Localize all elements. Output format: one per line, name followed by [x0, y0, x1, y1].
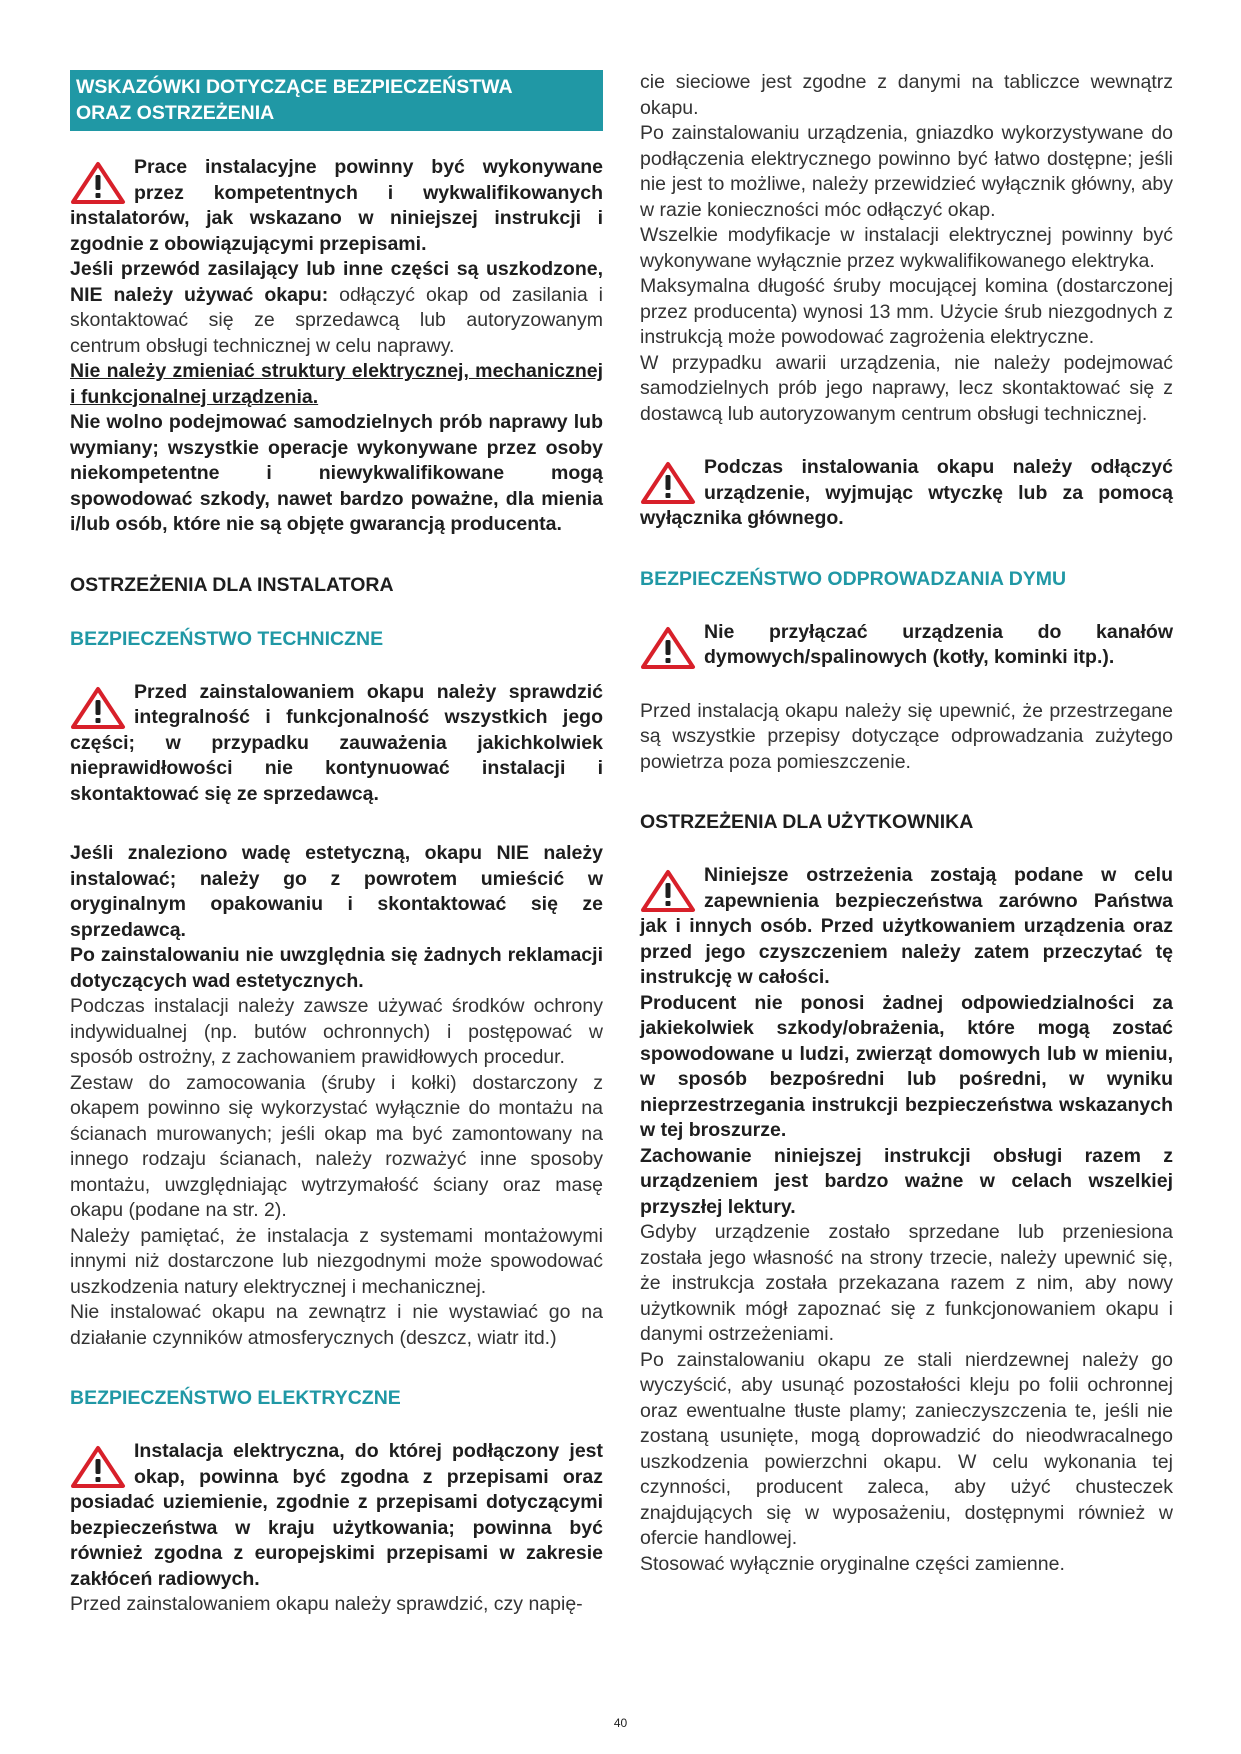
banner-line-1: WSKAZÓWKI DOTYCZĄCE BEZPIECZEŃSTWA: [76, 76, 513, 98]
section-banner: [70, 70, 603, 131]
warning-block: [640, 455, 1173, 532]
paragraph: Po zainstalowaniu okapu ze stali nierdzewnej należy go wyczyścić, aby usunąć pozostałości kleju po folii ochronnej oraz ewentualne tłuste plamy; zanieczyszczenia te, jeśli nie zostaną usunięte, mogą doprowadzić do nieodwracalnego uszkodzenia powierzchni okapu. W celu wykonania tej czynności, producent zaleca, aby użyć chusteczek znajdujących się w wyposażeniu, dostępnymi również w ofercie handlowej.: [640, 1348, 1173, 1549]
underlined-paragraph: Nie należy zmieniać struktury elektrycznej, mechanicznej i funkcjonalnej urządzenia.: [70, 360, 603, 408]
warning-block: [70, 680, 603, 808]
paragraph: Przed instalacją okapu należy się upewnić, że przestrzegane są wszystkie przepisy dotyczące odprowadzania zużytego powietrza poza pomieszczenie.: [640, 699, 1173, 773]
bold-text: Jeśli przewód zasilający lub inne części są uszkodzone, NIE należy używać okapu:: [70, 258, 603, 306]
warning-text: Instalacja elektryczna, do której podłączony jest okap, powinna być zgodna z przepisami oraz posiadać uziemienie, zgodnie z przepisami dotyczącymi bezpieczeństwa w kraju użytkowania; powinna być również zgodna z europejskimi przepisami w zakresie zakłóceń radiowych.: [70, 1440, 603, 1590]
heading-electrical-safety: BEZPIECZEŃSTWO ELEKTRYCZNE: [70, 1387, 401, 1409]
warning-block: [70, 155, 603, 257]
warning-text: Przed zainstalowaniem okapu należy sprawdzić integralność i funkcjonalność wszystkich jego części; w przypadku zauważenia jakichkolwiek nieprawidłowości nie kontynuować instalacji i skontaktować się ze sprzedawcą.: [70, 680, 603, 805]
warning-block: [640, 620, 1173, 671]
paragraph: Gdyby urządzenie zostało sprzedane lub przeniesiona została jego własność na strony trzecie, należy upewnić się, że instrukcja została przekazana razem z nim, aby nowy użytkownik mógł zapoznać się z funkcjonowaniem okapu i danymi ostrzeżeniami.: [640, 1221, 1173, 1345]
bold-paragraph: Zachowanie niniejszej instrukcji obsługi razem z urządzeniem jest bardzo ważne w celach wszelkiej przyszłej lektury.: [640, 1144, 1173, 1218]
paragraph: Należy pamiętać, że instalacja z systemami montażowymi innymi niż dostarczone lub niezgodnymi może spowodować uszkodzenia natury elektrycznej i mechanicznej.: [70, 1224, 603, 1298]
paragraph: Maksymalna długość śruby mocującej komina (dostarczonej przez producenta) wynosi 13 mm. Użycie śrub niezgodnych z instrukcją może powodować zagrożenia elektryczne.: [640, 275, 1173, 348]
warning-triangle-icon: [640, 869, 696, 913]
warning-text: Nie przyłączać urządzenia do kanałów dymowych/spalinowych (kotły, kominki itp.).: [704, 620, 1173, 668]
heading-user: OSTRZEŻENIA DLA UŻYTKOWNIKA: [640, 811, 974, 833]
paragraph: Po zainstalowaniu urządzenia, gniazdko wykorzystywane do podłączenia elektrycznego powinno być łatwo dostępne; jeśli nie jest to możliwe, należy przewidzieć wyłącznik główny, aby w razie konieczności móc odłączyć okap.: [640, 122, 1173, 221]
warning-triangle-icon: [640, 626, 696, 670]
paragraph: Wszelkie modyfikacje w instalacji elektrycznej powinny być wykonywane wyłącznie przez wykwalifikowanego elektryka.: [640, 224, 1173, 272]
paragraph: cie sieciowe jest zgodne z danymi na tabliczce wewnątrz okapu.: [640, 71, 1173, 119]
paragraph: Nie instalować okapu na zewnątrz i nie wystawiać go na działanie czynników atmosferycznych (deszcz, wiatr itd.): [70, 1301, 603, 1349]
page-number: 40: [613, 1716, 628, 1730]
warning-triangle-icon: [70, 161, 126, 205]
paragraph: Stosować wyłącznie oryginalne części zamienne.: [640, 1552, 1065, 1575]
banner-line-2: ORAZ OSTRZEŻENIA: [76, 102, 275, 124]
warning-triangle-icon: [640, 461, 696, 505]
right-column: [640, 70, 1173, 1577]
bold-paragraph: Jeśli znaleziono wadę estetyczną, okapu NIE należy instalować; należy go z powrotem umieścić w oryginalnym opakowaniu i skontaktować się ze sprzedawcą.: [70, 842, 603, 941]
warning-text: Prace instalacyjne powinny być wykonywane przez kompetentnych i wykwalifikowanych instalatorów, jak wskazano w niniejszej instrukcji i zgodnie z obowiązującymi przepisami.: [70, 156, 603, 255]
heading-smoke-safety: BEZPIECZEŃSTWO ODPROWADZANIA DYMU: [640, 567, 1067, 590]
text: odłączyć okap od zasilania i skontaktować się ze sprzedawcą lub autoryzowanym centrum obsługi technicznej w celu naprawy.: [70, 283, 604, 357]
warning-text: Niniejsze ostrzeżenia zostają podane w celu zapewnienia bezpieczeństwa zarówno Państwa jak i innych osób. Przed użytkowaniem urządzenia oraz przed jego czyszczeniem należy zatem przeczytać tę instrukcję w całości.: [640, 864, 1173, 988]
paragraph: Podczas instalacji należy zawsze używać środków ochrony indywidualnej (np. butów ochronnych) i postępować w sposób ostrożny, z zachowaniem prawidłowych procedur.: [70, 995, 603, 1068]
warning-triangle-icon: [70, 686, 126, 730]
paragraph: [70, 257, 603, 359]
warning-block: [640, 863, 1173, 991]
paragraph: Zestaw do zamocowania (śruby i kołki) dostarczony z okapem powinno się wykorzystać wyłącznie do montażu na ścianach murowanych; jeśli okap ma być zamontowany na innego rodzaju ścianach, należy rozważyć inne sposoby montażu, uwzględniając wytrzymałość ściany oraz masę okapu (podane na str. 2).: [70, 1071, 603, 1221]
paragraph: Przed zainstalowaniem okapu należy sprawdzić, czy napię-: [70, 1593, 583, 1615]
warning-text: Podczas instalowania okapu należy odłączyć urządzenie, wyjmując wtyczkę lub za pomocą wyłącznika głównego.: [640, 456, 1173, 529]
bold-paragraph: Nie wolno podejmować samodzielnych prób naprawy lub wymiany; wszystkie operacje wykonywane przez osoby niekompetentne i niewykwalifikowane mogą spowodować szkody, nawet bardzo poważne, dla mienia i/lub osób, które nie są objęte gwarancją producenta.: [70, 411, 603, 535]
bold-paragraph: Po zainstalowaniu nie uwzględnia się żadnych reklamacji dotyczących wad estetycznych.: [70, 944, 603, 992]
heading-technical-safety: BEZPIECZEŃSTWO TECHNICZNE: [70, 627, 384, 650]
warning-block: [70, 1439, 603, 1592]
bold-paragraph: Producent nie ponosi żadnej odpowiedzialności za jakiekolwiek szkody/obrażenia, które mogą zostać spowodowane u ludzi, zwierząt domowych lub w mieniu, w sposób bezpośredni lub pośredni, w wyniku nieprzestrzegania instrukcji bezpieczeństwa wskazanych w tej broszurze.: [640, 991, 1173, 1141]
paragraph: W przypadku awarii urządzenia, nie należy podejmować samodzielnych prób jego naprawy, lecz skontaktować się z dostawcą lub autoryzowanym centrum obsługi technicznej.: [640, 351, 1173, 425]
left-column: [70, 70, 603, 1618]
heading-installer: OSTRZEŻENIA DLA INSTALATORA: [70, 573, 394, 596]
warning-triangle-icon: [70, 1445, 126, 1489]
